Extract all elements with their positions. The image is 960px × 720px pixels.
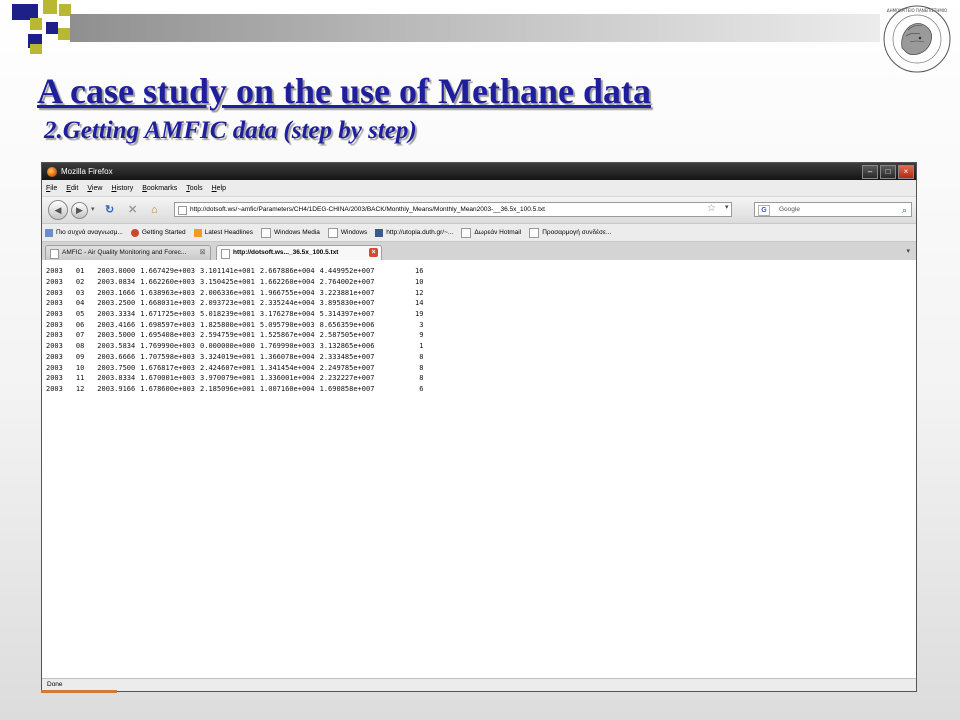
data-cell: 1.769990e+003 [259,342,315,351]
data-cell: 2.587505e+007 [319,331,375,340]
data-cell: 1 [419,342,424,351]
google-icon[interactable]: G [758,205,770,216]
data-cell: 04 [75,299,85,308]
data-cell: 1.671725e+003 [140,310,196,319]
data-cell: 2.335244e+004 [259,299,315,308]
close-tab-icon[interactable]: × [369,248,378,257]
data-cell: 2003.5000 [97,331,136,340]
data-cell: 2003.8334 [97,374,136,383]
data-cell: 07 [75,331,85,340]
data-cell: 1.769990e+003 [140,342,196,351]
menu-history[interactable]: History [111,184,134,192]
data-row [46,319,428,330]
minimize-button[interactable]: – [862,165,878,179]
status-text: Done [47,681,63,688]
url-dropdown-icon[interactable]: ▾ [725,204,729,211]
page-icon [461,228,471,238]
page-favicon-icon [221,249,230,259]
data-cell: 6 [419,384,424,393]
history-dropdown-icon[interactable]: ▾ [91,206,95,213]
data-cell: 1.341454e+004 [259,363,315,372]
data-cell: 2003.2500 [97,299,136,308]
bookmarks-toolbar [42,224,916,242]
data-cell: 02 [75,278,85,287]
data-cell: 1.966755e+004 [259,288,315,297]
data-cell: 1.825800e+001 [200,320,255,329]
data-cell: 2003.4166 [97,320,136,329]
site-icon [375,229,383,237]
data-cell: 2003.0000 [97,267,136,276]
data-cell: 9 [419,331,424,340]
page-icon [328,228,338,238]
data-cell: 5.314397e+007 [319,310,375,319]
title-bar [42,163,916,180]
slide-subtitle: 2.Getting AMFIC data (step by step) [44,117,417,144]
window-title: Mozilla Firefox [61,167,113,176]
data-cell: 1.695408e+003 [140,331,196,340]
data-cell: 3.176278e+004 [259,310,315,319]
data-cell: 1.007160e+004 [259,384,315,393]
data-cell: 3.150425e+001 [200,278,255,287]
data-cell: 2003 [46,352,63,361]
data-cell: 16 [414,267,424,276]
firefox-icon [131,229,139,237]
data-cell: 2003 [46,384,63,393]
data-cell: 12 [414,288,424,297]
menu-file[interactable]: File [46,184,58,192]
menu-help[interactable]: Help [211,184,226,192]
data-cell: 3.223881e+007 [319,288,375,297]
stop-icon[interactable]: ✕ [128,204,138,216]
data-cell: 2.232227e+007 [319,374,375,383]
data-cell: 5.018239e+001 [200,310,255,319]
data-cell: 14 [414,299,424,308]
data-cell: 2003.0834 [97,278,136,287]
data-cell: 10 [414,278,424,287]
bookmark-label: Windows Media [274,229,320,236]
data-cell: 2003.3334 [97,310,136,319]
data-cell: 10 [75,363,85,372]
bookmark-label: http://utopia.duth.gr/~... [386,229,454,236]
bookmark-utopia[interactable] [375,229,453,237]
corner-square [58,28,70,40]
bookmark-label: Getting Started [141,229,186,236]
bookmark-label: Windows [340,229,368,236]
corner-square [30,18,42,30]
bookmark-folder-icon [45,229,53,237]
data-cell: 2003.6666 [97,352,136,361]
data-cell: 2.594759e+001 [200,331,255,340]
data-cell: 2003 [46,310,63,319]
bookmark-most-visited[interactable] [45,229,123,237]
data-cell: 2003 [46,363,63,372]
data-cell: 12 [75,384,85,393]
data-cell: 1.638963e+003 [140,288,196,297]
data-cell: 2003.5834 [97,342,136,351]
data-cell: 2.333485e+007 [319,352,375,361]
page-content [42,260,916,679]
firefox-icon [47,167,57,177]
page-icon [261,228,271,238]
bookmark-star-icon[interactable]: ☆ [707,203,716,214]
data-cell: 8 [419,374,424,383]
svg-text:ΔΗΜΟΚΡΙΤΕΙΟ ΠΑΝΕΠΙΣΤΗΜΙΟ: ΔΗΜΟΚΡΙΤΕΙΟ ΠΑΝΕΠΙΣΤΗΜΙΟ [886,8,948,13]
bookmark-label: Πιο συχνά αναγνωσμ... [56,229,123,236]
data-row [46,362,428,373]
data-cell: 8.656359e+006 [319,320,375,329]
bookmark-label: Προσαρμογή συνδέσε... [542,229,612,236]
bookmark-label: Latest Headlines [204,229,254,236]
search-bar[interactable] [754,202,912,217]
data-cell: 2003 [46,267,63,276]
url-bar[interactable] [174,202,732,217]
data-cell: 3.324019e+001 [200,352,255,361]
bookmark-getting-started[interactable] [131,229,186,237]
data-cell: 1.667429e+003 [140,267,196,276]
page-favicon-icon [50,249,59,259]
data-cell: 3.895830e+007 [319,299,375,308]
data-cell: 2003 [46,374,63,383]
tab-bar [42,242,916,262]
menu-edit[interactable]: Edit [66,184,79,192]
data-cell: 2003 [46,288,63,297]
menu-bookmarks[interactable]: Bookmarks [142,184,178,192]
close-tab-icon[interactable]: ⊠ [199,249,206,256]
data-cell: 1.525867e+004 [259,331,315,340]
menu-tools[interactable]: Tools [186,184,203,192]
url-text: http://dotsoft.ws/~amfic/Parameters/CH4/1DEG-CHINA/2003/BACK/Monthly_Means/Monthly_Mean2003-__36.5x_100.5.txt [190,206,545,213]
data-row [46,277,428,288]
data-cell: 1.698597e+003 [140,320,196,329]
data-cell: 08 [75,342,85,351]
menu-bar [42,180,916,197]
bookmark-label: Δωρεάν Hotmail [474,229,522,236]
data-cell: 8 [419,352,424,361]
data-row [46,352,428,363]
data-cell: 2.185096e+001 [200,384,255,393]
corner-square [30,44,42,54]
data-cell: 1.690858e+007 [319,384,375,393]
data-cell: 0.000000e+000 [200,342,255,351]
slide-title: A case study on the use of Methane data [37,71,652,111]
tab-label: AMFIC - Air Quality Monitoring and Forec... [62,249,187,256]
data-row [46,384,428,395]
data-cell: 2003.9166 [97,384,136,393]
menu-view[interactable]: View [87,184,103,192]
data-cell: 2003 [46,299,63,308]
list-all-tabs-icon[interactable]: ▾ [906,248,910,255]
tab-data-file[interactable] [216,245,382,260]
data-cell: 09 [75,352,85,361]
rss-icon [194,229,202,237]
data-cell: 1.336001e+004 [259,374,315,383]
data-cell: 1.707598e+003 [140,352,196,361]
forward-button[interactable]: ▶ [71,202,88,219]
data-row [46,298,428,309]
data-cell: 1.662260e+004 [259,278,315,287]
page-icon [529,228,539,238]
data-row [46,266,428,277]
reload-icon[interactable]: ↻ [105,204,115,216]
data-cell: 2.667886e+004 [259,267,315,276]
home-icon[interactable]: ⌂ [151,204,158,216]
data-row [46,330,428,341]
close-window-button[interactable]: × [898,165,914,179]
data-cell: 05 [75,310,85,319]
data-cell: 2003 [46,331,63,340]
data-cell: 2003.1666 [97,288,136,297]
data-cell: 1.366078e+004 [259,352,315,361]
data-cell: 03 [75,288,85,297]
tab-amfic[interactable] [45,245,211,260]
back-button[interactable]: ◀ [48,200,68,220]
data-cell: 01 [75,267,85,276]
data-cell: 4.449952e+007 [319,267,375,276]
data-row [46,287,428,298]
data-cell: 3 [419,320,424,329]
progress-accent [41,690,117,693]
bookmark-windows-media[interactable] [261,228,320,238]
search-placeholder: Google [779,206,800,213]
corner-square [43,0,57,14]
data-cell: 2.093723e+001 [200,299,255,308]
maximize-button[interactable]: □ [880,165,896,179]
header-band [70,14,880,42]
navigation-toolbar [42,197,916,224]
data-cell: 1.668031e+003 [140,299,196,308]
data-cell: 1.678600e+003 [140,384,196,393]
tab-label: http://dotsoft.ws..._36.5x_100.5.txt [233,249,339,256]
university-seal-logo [880,4,954,74]
data-cell: 8 [419,363,424,372]
data-cell: 2.764002e+007 [319,278,375,287]
corner-square [46,22,58,34]
data-cell: 1.662260e+003 [140,278,196,287]
bookmark-windows[interactable] [328,228,367,238]
data-cell: 1.670001e+003 [140,374,196,383]
data-cell: 2003 [46,342,63,351]
bookmark-latest-headlines[interactable] [194,229,253,237]
data-cell: 11 [75,374,85,383]
data-cell: 3.132865e+006 [319,342,375,351]
data-cell: 2003 [46,320,63,329]
browser-window [41,162,917,692]
data-cell: 06 [75,320,85,329]
data-cell: 2003 [46,278,63,287]
data-cell: 3.101141e+001 [200,267,255,276]
search-icon[interactable]: ⌕ [901,205,907,215]
data-cell: 1.676817e+003 [140,363,196,372]
data-cell: 2.006336e+001 [200,288,255,297]
data-row [46,373,428,384]
data-file-text [46,266,428,394]
data-cell: 2.249785e+007 [319,363,375,372]
page-favicon-icon [178,206,187,215]
data-row [46,341,428,352]
status-bar [42,678,916,691]
data-cell: 5.095790e+003 [259,320,315,329]
data-cell: 2003.7500 [97,363,136,372]
data-row [46,309,428,320]
data-cell: 19 [414,310,424,319]
data-cell: 2.424607e+001 [200,363,255,372]
bookmark-customize-links[interactable] [529,228,611,238]
bookmark-hotmail[interactable] [461,228,521,238]
data-cell: 3.970079e+001 [200,374,255,383]
